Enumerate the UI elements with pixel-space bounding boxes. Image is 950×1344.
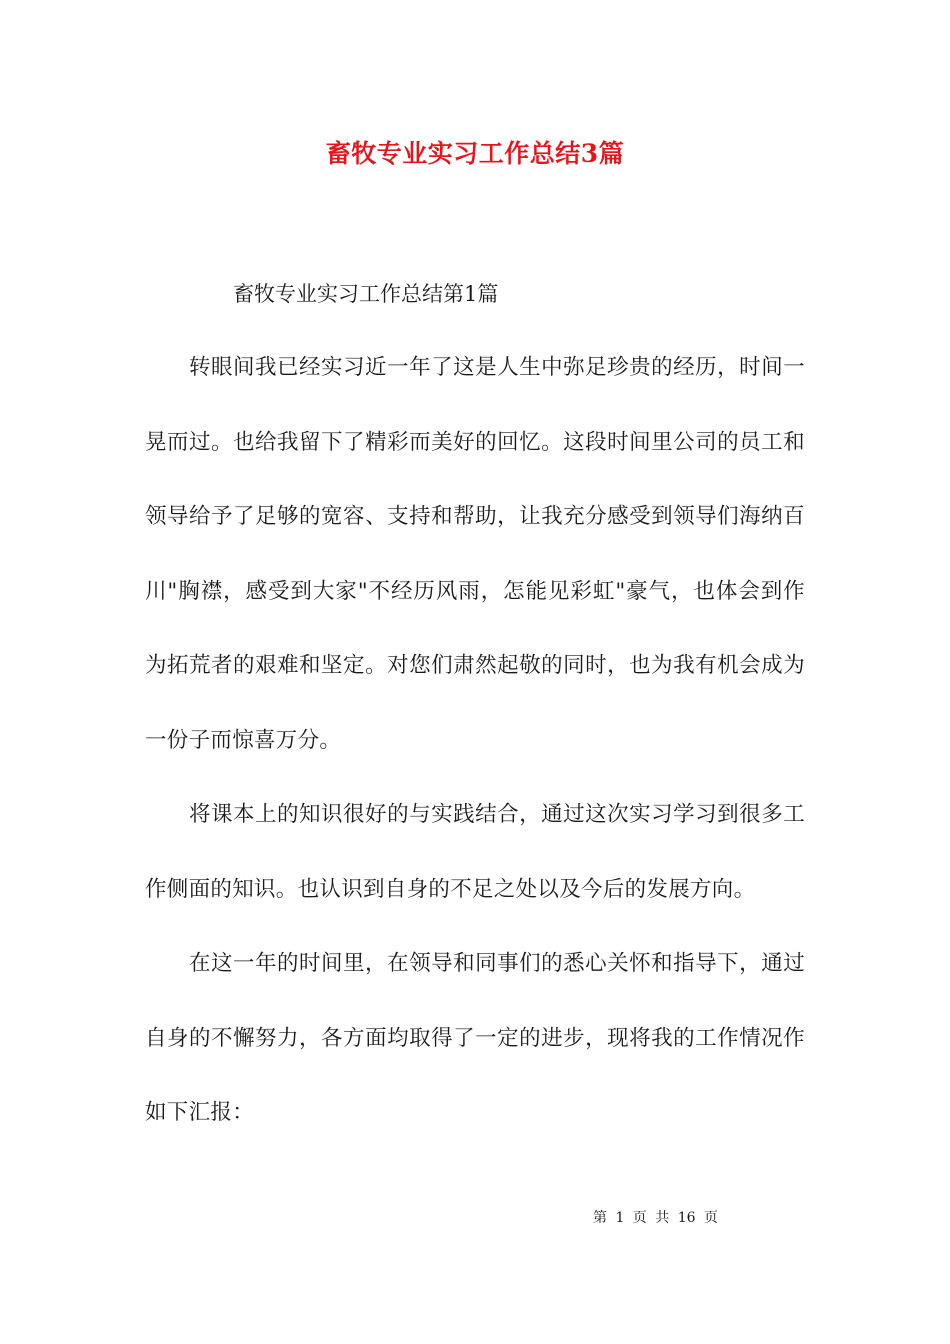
paragraph-3: 在这一年的时间里，在领导和同事们的悉心关怀和指导下，通过自身的不懈努力，各方面均取得了一定的进步，现将我的工作情况作如下汇报： [145, 951, 805, 1125]
paragraph-1: 转眼间我已经实习近一年了这是人生中弥足珍贵的经历，时间一晃而过。也给我留下了精彩而美好的回忆。这段时间里公司的员工和领导给予了足够的宽容、支持和帮助，让我充分感受到领导们海纳百川"胸襟，感受到大家"不经历风雨，怎能见彩虹"豪气，也体会到作为拓荒者的艰难和坚定。对您们肃然起敬的同时，也为我有机会成为一份子而惊喜万分。 [145, 355, 805, 753]
paragraph-2: 将课本上的知识很好的与实践结合，通过这次实习学习到很多工作侧面的知识。也认识到自身的不足之处以及今后的发展方向。 [145, 802, 805, 902]
page-number-footer: 第 1 页 共 16 页 [593, 1210, 718, 1226]
section-heading: 畜牧专业实习工作总结第1篇 [233, 282, 499, 306]
document-title: 畜牧专业实习工作总结3篇 [325, 139, 625, 168]
